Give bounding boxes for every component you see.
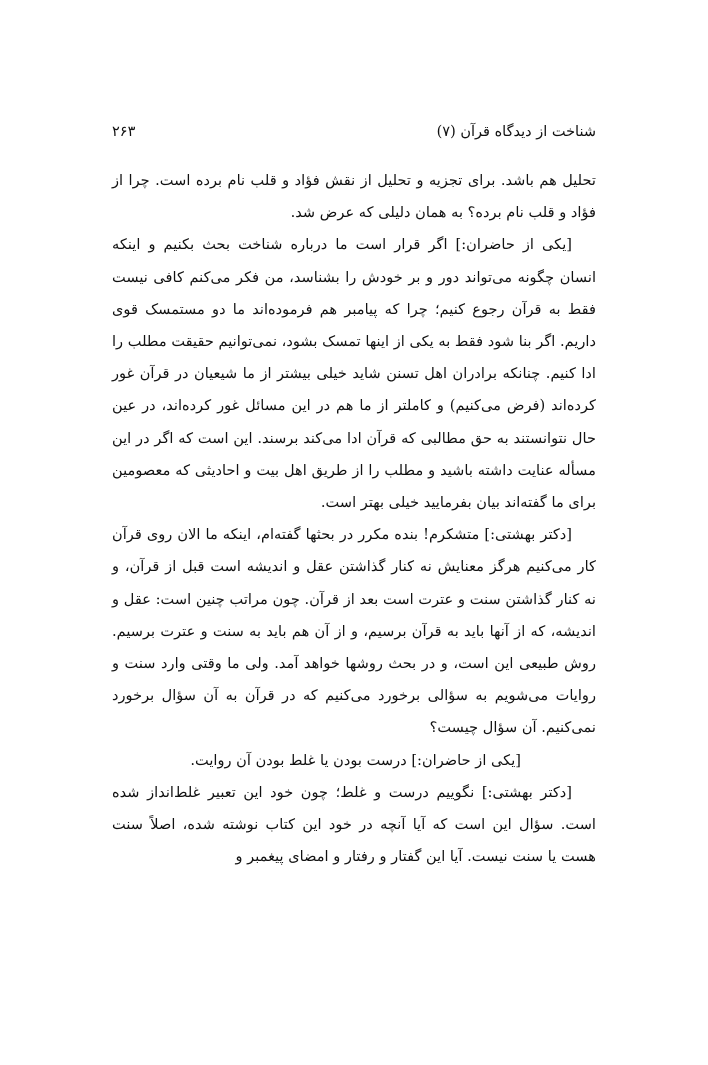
body-text [112,165,596,873]
paragraph-3: [دکتر بهشتی:] متشکرم! بنده مکرر در بحثها گفته‌ام، اینکه ما الان روی قرآن کار می‌کنیم هرگز معنایش نه کنار گذاشتن عقل و اندیشه است قبل از قرآن، و نه کنار گذاشتن سنت و عترت است بعد از قرآن. چون مراتب چنین است: عقل و اندیشه، که از آنها باید به قرآن برسیم، و از آن هم باید به سنت و عترت برسیم. روش طبیعی این است، و در بحث روشها خواهد آمد. ولی ما وقتی وارد سنت و روایات می‌شویم به سؤالی برخورد می‌کنیم که در قرآن به آن سؤال برخورد نمی‌کنیم. آن سؤال چیست؟ [112,526,596,737]
paragraph-5: [دکتر بهشتی:] نگوییم درست و غلط؛ چون خود این تعبیر غلط‌انداز شده است. سؤال این است که آیا آنچه در خود این کتاب نوشته شده، اصلاً سنت هست یا سنت نیست. آیا این گفتار و رفتار و امضای پیغمبر و [112,783,596,866]
running-header [112,120,596,144]
page-number: ۲۶۳ [112,124,136,140]
paragraph-1: تحلیل هم باشد. برای تجزیه و تحلیل از نقش فؤاد و قلب نام برده است. چرا از فؤاد و قلب نام برده؟ به همان دلیلی که عرض شد. [112,172,596,222]
paragraph-2: [یکی از حاضران:] اگر قرار است ما درباره شناخت بحث بکنیم و اینکه انسان چگونه می‌تواند دور و بر خودش را بشناسد، من فکر می‌کنم کافی نیست فقط به قرآن رجوع کنیم؛ چرا که پیامبر هم فرموده‌اند ما دو مستمسک قوی داریم. اگر بنا شود فقط به یکی از اینها تمسک بشود، نمی‌توانیم حقیقت مطلب را ادا کنیم. چنانکه برادران اهل تسنن شاید خیلی بیشتر از ما شیعیان در قرآن غور کرده‌اند (فرض می‌کنیم) و کاملتر از ما هم در این مسائل غور کرده‌اند، در عین حال نتوانستند به حق مطالبی که قرآن ادا می‌کند برسند. این است که اگر در این مسأله عنایت داشته باشید و مطلب را از طریق اهل بیت و احادیثی که معصومین برای ما گفته‌اند بیان بفرمایید خیلی بهتر است. [112,236,596,512]
paragraph-4: [یکی از حاضران:] درست بودن یا غلط بودن آن روایت. [190,751,521,769]
header-title: شناخت از دیدگاه قرآن (۷) [436,124,596,140]
